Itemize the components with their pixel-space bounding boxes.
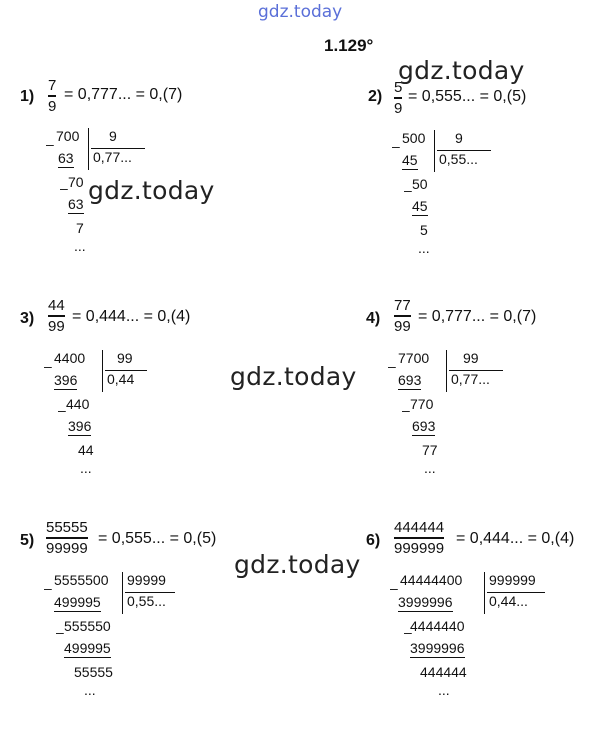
denominator: 99	[48, 317, 65, 335]
problem-1: 1) 7 9 = 0,777... = 0,(7) 700 9 0,77... – 63 – 70 63 7 ...	[20, 77, 183, 254]
fraction	[48, 298, 65, 334]
watermark: gdz.today	[230, 362, 357, 391]
numerator: 444444	[394, 519, 445, 536]
problem-5: 5) 55555 99999 = 0,555... = 0,(5) 5555500 99999 0,55... – 499995 – 555550 499995 55555 ...	[20, 519, 217, 698]
divisor: 999999	[489, 572, 536, 588]
remainder: 55555	[74, 664, 113, 680]
denominator: 99	[394, 317, 411, 335]
equation: = 0,777... = 0,(7)	[64, 86, 183, 103]
subtrahend: 63	[58, 150, 74, 166]
watermark: gdz.today	[88, 176, 215, 205]
remainder: 444444	[420, 664, 467, 680]
subtrahend: 45	[412, 198, 428, 214]
remainder: 50	[412, 176, 428, 192]
numerator: 44	[48, 297, 65, 314]
subtrahend: 499995	[54, 594, 101, 610]
problem-number: 3)	[20, 310, 35, 327]
quotient: 0,44	[105, 370, 147, 388]
problem-number: 2)	[368, 88, 383, 105]
quotient: 0,77...	[91, 148, 145, 166]
ellipsis: ...	[424, 460, 436, 476]
subtrahend: 396	[54, 372, 78, 388]
remainder: 4444440	[410, 618, 465, 634]
remainder: 77	[422, 442, 438, 458]
subtrahend: 499995	[64, 640, 111, 656]
quotient: 0,77...	[449, 370, 503, 388]
quotient: 0,44...	[487, 592, 545, 610]
numerator: 55555	[46, 519, 88, 536]
numerator: 5	[394, 79, 403, 96]
denominator: 9	[48, 97, 57, 115]
divisor: 99999	[127, 572, 166, 588]
numerator: 7	[48, 77, 57, 94]
ellipsis: ...	[438, 682, 450, 698]
ellipsis: ...	[418, 240, 430, 256]
subtrahend: 693	[412, 418, 436, 434]
problem-2: 2) 5 9 = 0,555... = 0,(5) 500 9 0,55... – 45 – 50 45 5 ...	[368, 79, 527, 256]
remainder: 70	[68, 174, 84, 190]
dividend: 44444400	[400, 572, 463, 588]
denominator: 99999	[46, 539, 88, 557]
remainder: 44	[78, 442, 94, 458]
remainder: 770	[410, 396, 434, 412]
fraction	[46, 520, 88, 556]
dividend: 700	[56, 128, 80, 144]
ellipsis: ...	[80, 460, 92, 476]
equation: = 0,555... = 0,(5)	[98, 530, 217, 547]
subtrahend: 3999996	[398, 594, 453, 610]
divisor: 9	[109, 128, 117, 144]
dividend: 5555500	[54, 572, 109, 588]
remainder: 440	[66, 396, 90, 412]
fraction	[394, 80, 402, 116]
fraction	[394, 520, 444, 556]
problem-number: 4)	[366, 310, 381, 327]
fraction	[394, 298, 411, 334]
divisor: 99	[117, 350, 133, 366]
fraction	[48, 78, 56, 114]
watermark: gdz.today	[398, 56, 525, 85]
quotient: 0,55...	[125, 592, 175, 610]
remainder: 7	[76, 220, 84, 236]
subtrahend: 693	[398, 372, 422, 388]
equation: = 0,444... = 0,(4)	[456, 530, 575, 547]
quotient: 0,55...	[437, 150, 491, 168]
exercise-title: 1.129°	[324, 36, 374, 55]
divisor: 99	[463, 350, 479, 366]
subtrahend: 45	[402, 152, 418, 168]
denominator: 999999	[394, 539, 445, 557]
dividend: 500	[402, 130, 426, 146]
problem-4: 4) 77 99 = 0,777... = 0,(7) 7700 99 0,77... – 693 – 770 693 77 ...	[366, 297, 537, 476]
problem-6: 6) 444444 999999 = 0,444... = 0,(4) 44444400 999999 0,44... – 3999996 – 4444440 3999996 444444 ...	[366, 519, 575, 698]
problem-number: 1)	[20, 88, 35, 105]
equation: = 0,444... = 0,(4)	[72, 308, 191, 325]
problem-3: 3) 44 99 = 0,444... = 0,(4) 4400 99 0,44 – 396 – 440 396 44 ...	[20, 297, 191, 476]
denominator: 9	[394, 99, 403, 117]
ellipsis: ...	[84, 682, 96, 698]
ellipsis: ...	[74, 238, 86, 254]
problem-number: 5)	[20, 532, 35, 549]
subtrahend: 3999996	[410, 640, 465, 656]
dividend: 7700	[398, 350, 430, 366]
subtrahend: 63	[68, 196, 84, 212]
watermark: gdz.today	[234, 550, 361, 579]
equation: = 0,555... = 0,(5)	[408, 88, 527, 105]
dividend: 4400	[54, 350, 86, 366]
divisor: 9	[455, 130, 463, 146]
problem-number: 6)	[366, 532, 381, 549]
subtrahend: 396	[68, 418, 92, 434]
watermark-top: gdz.today	[258, 2, 343, 22]
equation: = 0,777... = 0,(7)	[418, 308, 537, 325]
remainder: 5	[420, 222, 428, 238]
numerator: 77	[394, 297, 411, 314]
remainder: 555550	[64, 618, 111, 634]
